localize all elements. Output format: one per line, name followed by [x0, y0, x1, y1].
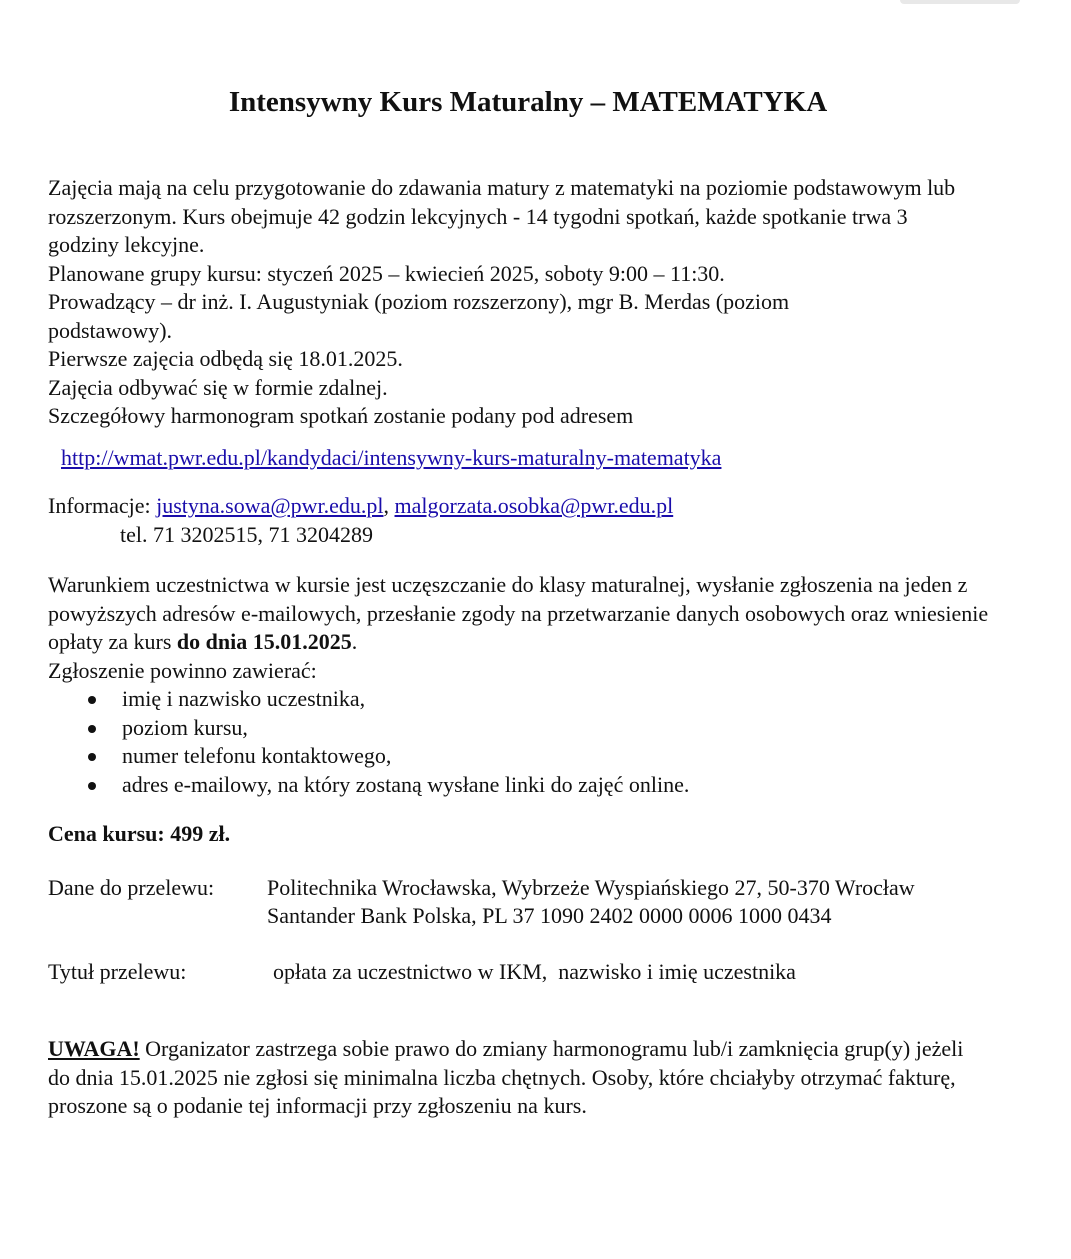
transfer-title-value: opłata za uczestnictwo w IKM, nazwisko i imię uczestnika	[273, 958, 796, 984]
intro-groups: Planowane grupy kursu: styczeń 2025 – kwiecień 2025, soboty 9:00 – 11:30.	[48, 260, 725, 286]
transfer-recipient: Politechnika Wrocławska, Wybrzeże Wyspiańskiego 27, 50-370 Wrocław	[267, 874, 915, 900]
transfer-details	[48, 874, 1028, 931]
list-item: numer telefonu kontaktowego,	[122, 742, 1028, 771]
intro-first-class: Pierwsze zajęcia odbędą się 18.01.2025.	[48, 346, 403, 371]
conditions-body: Warunkiem uczestnictwa w kursie jest uczęszczanie do klasy maturalnej, wysłanie zgłoszenia na jeden z powyższych adresów e-mailowych, przesłanie zgody na przetwarzanie danych osobowych oraz wniesienie opłaty za kurs	[48, 572, 989, 654]
contact-phone: tel. 71 3202515, 71 3204289	[120, 521, 373, 547]
warning-text: Organizator zastrzega sobie prawo do zmiany harmonogramu lub/i zamknięcia grup(y) jeżeli do dnia 15.01.2025 nie zgłosi się minimalna liczba chętnych. Osoby, które chciałyby otrzymać fakturę, proszone są o podanie tej informacji przy zgłoszeniu na kurs.	[48, 1036, 964, 1118]
conditions-section	[48, 571, 1028, 799]
transfer-account: Santander Bank Polska, PL 37 1090 2402 0000 0006 1000 0434	[267, 903, 832, 928]
intro-teachers: Prowadzący – dr inż. I. Augustyniak (poziom rozszerzony), mgr B. Merdas (poziom podstawowy).	[48, 289, 790, 343]
transfer-values	[267, 874, 915, 931]
list-item: imię i nazwisko uczestnika,	[122, 685, 1028, 714]
page-title: Intensywny Kurs Maturalny – MATEMATYKA	[228, 86, 828, 118]
schedule-link-line	[48, 444, 1028, 473]
conditions-end: .	[351, 629, 358, 654]
course-price: Cena kursu: 499 zł.	[48, 821, 231, 846]
intro-form: Zajęcia odbywać się w formie zdalnej.	[48, 374, 388, 400]
transfer-title-label: Tytuł przelewu:	[48, 958, 187, 984]
contact-info	[48, 492, 1028, 549]
document-page	[48, 84, 1028, 1121]
schedule-link[interactable]: http://wmat.pwr.edu.pl/kandydaci/intensywny-kurs-maturalny-matematyka	[61, 444, 722, 470]
transfer-title	[48, 958, 1028, 987]
conditions-deadline: do dnia 15.01.2025	[176, 629, 352, 654]
application-list	[48, 685, 1028, 799]
contact-emails	[48, 492, 1028, 521]
top-scroll-indicator	[900, 0, 1020, 4]
application-heading: Zgłoszenie powinno zawierać:	[48, 657, 317, 683]
intro-description: Zajęcia mają na celu przygotowanie do zdawania matury z matematyki na poziomie podstawowym lub rozszerzonym. Kurs obejmuje 42 godzin lekcyjnych - 14 tygodni spotkań, każde spotkanie trwa 3 godziny lekcyjne.	[48, 175, 956, 257]
transfer-label: Dane do przelewu:	[48, 874, 215, 900]
email-separator: ,	[383, 493, 390, 518]
list-item: poziom kursu,	[122, 714, 1028, 743]
email-link-osobka[interactable]: malgorzata.osobka@pwr.edu.pl	[394, 493, 674, 518]
conditions-text	[48, 571, 1008, 657]
warning-label: UWAGA!	[48, 1036, 140, 1061]
email-link-sowa[interactable]: justyna.sowa@pwr.edu.pl	[156, 493, 384, 518]
intro-schedule: Szczegółowy harmonogram spotkań zostanie podany pod adresem	[48, 403, 634, 428]
warning-note	[48, 1035, 968, 1121]
intro-section	[48, 174, 1028, 431]
contact-label: Informacje:	[48, 493, 151, 518]
list-item: adres e-mailowy, na który zostaną wysłane linki do zajęć online.	[122, 771, 1028, 800]
